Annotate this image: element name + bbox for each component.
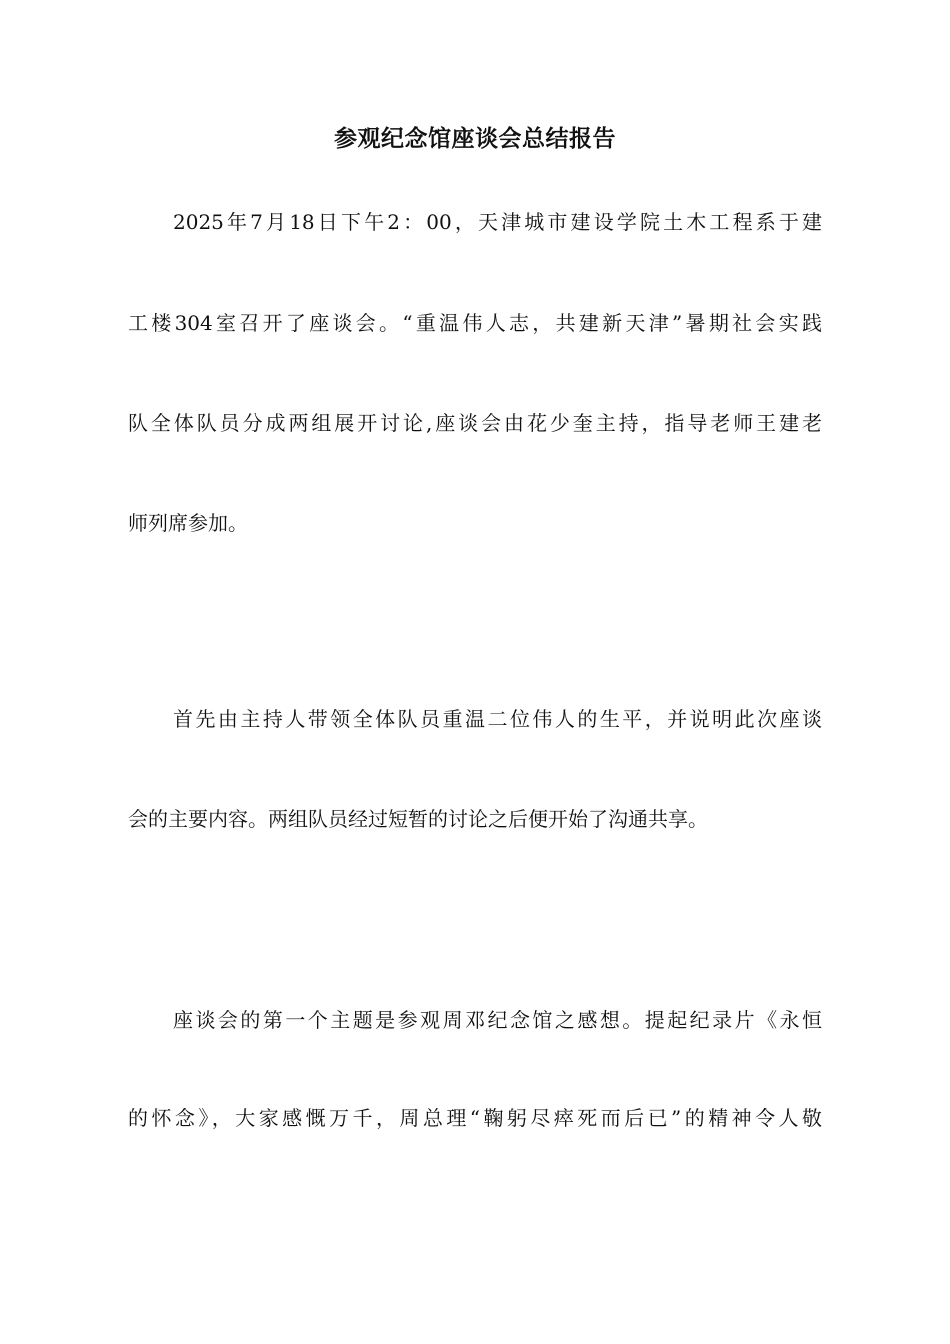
paragraph-1-line-1: 2025年7月18日下午2：00，天津城市建设学院土木工程系于建 <box>173 210 822 234</box>
paragraph-3-line-2: 的怀念》，大家感慨万千，周总理“鞠躬尽瘁死而后已”的精神令人敬 <box>128 1106 822 1130</box>
paragraph-2-line-2: 会的主要内容。两组队员经过短暂的讨论之后便开始了沟通共享。 <box>128 807 708 831</box>
paragraph-2-line-1: 首先由主持人带领全体队员重温二位伟人的生平，并说明此次座谈 <box>173 707 822 731</box>
paragraph-1-line-4: 师列席参加。 <box>128 511 248 535</box>
paragraph-1-line-3: 队全体队员分成两组展开讨论,座谈会由花少奎主持，指导老师王建老 <box>128 411 822 435</box>
paragraph-1-line-2: 工楼304室召开了座谈会。“重温伟人志，共建新天津”暑期社会实践 <box>128 311 822 335</box>
document-title: 参观纪念馆座谈会总结报告 <box>334 126 616 152</box>
paragraph-3-line-1: 座谈会的第一个主题是参观周邓纪念馆之感想。提起纪录片《永恒 <box>173 1008 822 1032</box>
